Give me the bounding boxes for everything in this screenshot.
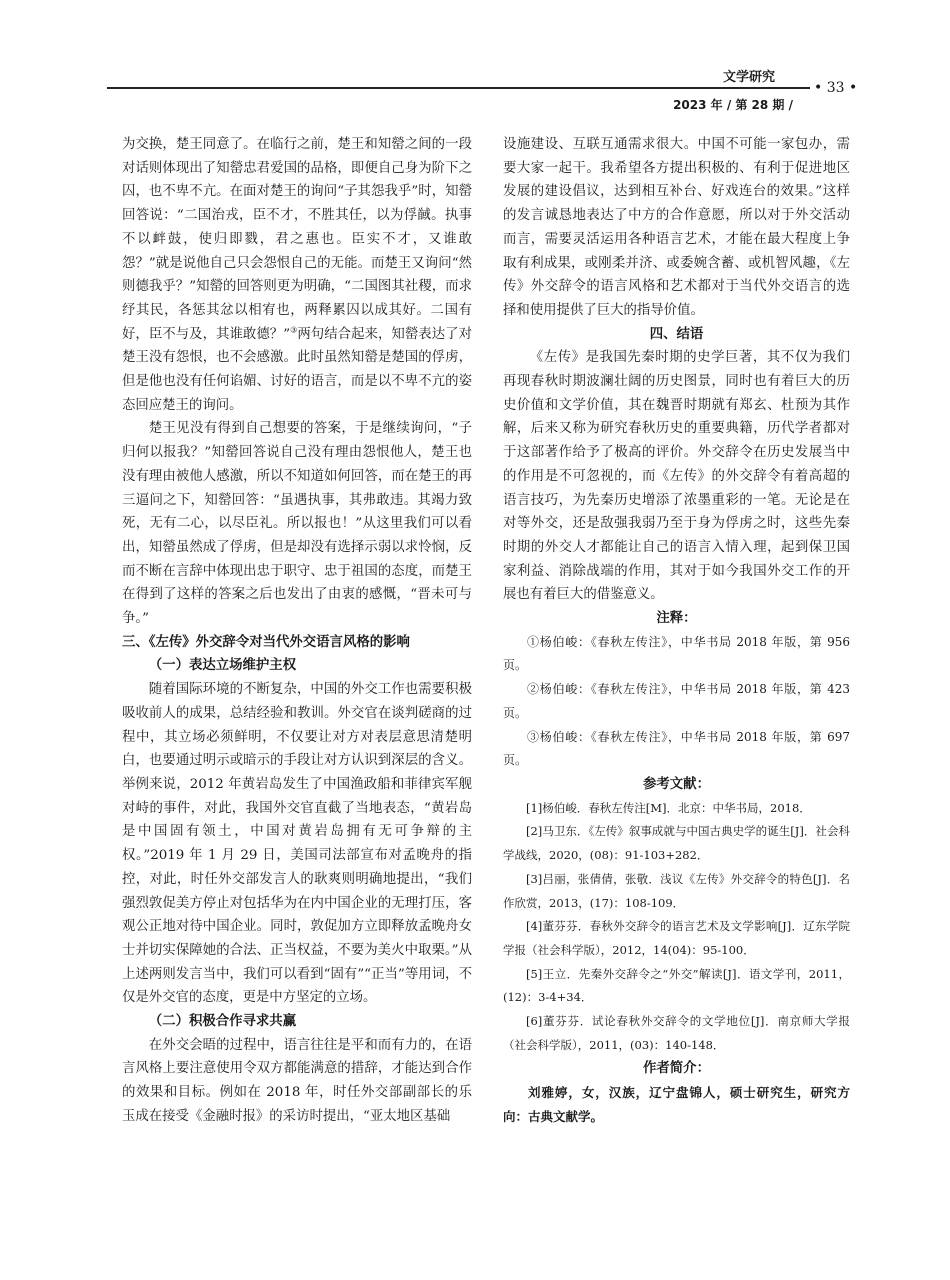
paragraph: 在外交会晤的过程中，语言往往是平和而有力的，在语言风格上要注意使用令双方都能满意的措辞，才能达到合作的效果和目标。例如在 2018 年，时任外交部副部长的乐玉成在接受《金融时报》的采访时提出，“亚太地区基础 [122,1037,472,1124]
header-rule [107,87,810,89]
subsection-heading: （一）表达立场维护主权 [148,658,297,674]
paragraph-text: 两句结合起来，知罃表达了对楚王没有怨恨，也不会感激。此时虽然知罃是楚国的俘虏，但是他也没有任何谄媚、讨好的语言，而是以不卑不亢的姿态回应楚王的询问。 [122,326,472,413]
note-item: ③杨伯峻：《春秋左传注》，中华书局 2018 年版，第 697 页。 [503,729,850,768]
paragraph-text: 为交换，楚王同意了。在临行之前，楚王和知罃之间的一段对话则体现出了知罃忠君爱国的品格，即便自己身为阶下之囚，也不卑不亢。在面对楚王的询问“子其怨我乎”时，知罃回答说：“二国治戎，臣不才，不胜其任，以为俘馘。执事不以衅鼓，使归即戮，君之惠也。臣实不才，又谁敢怨？”就是说他自己只会怨恨自己的无能。而楚王又询问“然则德我乎？”知罃的回答则更为明确，“二国图其社稷，而求纾其民，各惩其忿以相宥也，两释累囚以成其好。二国有好，臣不与及，其谁敢德？” [122,137,472,342]
subsection-heading: （二）积极合作寻求共赢 [148,1014,297,1030]
reference-item: [3]吕丽，张倩倩，张敬．浅议《左传》外交辞令的特色[J]．名作欣赏，2013，(17)：108-109． [503,871,850,910]
paragraph: 《左传》是我国先秦时期的史学巨著，其不仅为我们再现春秋时期波澜壮阔的历史图景，同时也有着巨大的历史价值和文学价值，其在魏晋时期就有郑玄、杜预为其作解，后来又称为研究春秋历史的重要典籍，历代学者都对于这部著作给予了极高的评价。外交辞令在历史发展当中的作用是不可忽视的，而《左传》的外交辞令有着高超的语言技巧，为先秦历史增添了浓墨重彩的一笔。无论是在对等外交，还是敌强我弱乃至于身为俘虏之时，这些先秦时期的外交人才都能让自己的语言入情入理，起到保卫国家利益、消除战端的作用，其对于如今我国外交工作的开展也有着巨大的借鉴意义。 [503,350,850,603]
author-heading: 作者简介： [643,1061,710,1077]
right-column [503,133,850,1129]
author-bio: 刘雅婷，女，汉族，辽宁盘锦人，硕士研究生，研究方向：古典文献学。 [503,1085,850,1124]
note-item: ②杨伯峻：《春秋左传注》，中华书局 2018 年版，第 423 页。 [503,682,850,720]
reference-item: [6]董芬芬．试论春秋外交辞令的文学地位[J]．南京师大学报（社会科学版），2011，(03)：140-148． [503,1014,850,1052]
section-heading: 四、结语 [649,326,704,342]
reference-item: [1]杨伯峻．春秋左传注[M]．北京：中华书局，2018． [526,800,811,815]
page-number: • 33 • [814,80,858,96]
reference-item: [5]王立．先秦外交辞令之“外交”解读[J]．语文学刊，2011，(12)：3-4+34． [503,966,850,1005]
reference-item: [4]董芬芬．春秋外交辞令的语言艺术及文学影响[J]．辽东学院学报（社会科学版），2012，14(04)：95-100． [503,919,850,957]
section-heading: 三、《左传》外交辞令对当代外交语言风格的影响 [122,634,410,650]
issue-info: 2023 年 / 第 28 期 / [673,98,793,112]
paragraph: 楚王见没有得到自己想要的答案，于是继续询问，“子归何以报我？”知罃回答说自己没有理由怨恨他人，楚王也没有理由被他人感激，所以不知道如何回答，而在楚王的再三逼问之下，知罃回答：“虽遇执事，其弗敢违。其竭力致死，无有二心，以尽臣礼。所以报也！”从这里我们可以看出，知罃虽然成了俘虏，但是却没有选择示弱以求怜悯，反而不断在言辞中体现出忠于职守、忠于祖国的态度，而楚王在得到了这样的答案之后也发出了由衷的感慨，“晋未可与争。” [122,421,472,627]
note-item: ①杨伯峻：《春秋左传注》，中华书局 2018 年版，第 956 页。 [503,634,850,673]
references-heading: 参考文献： [643,776,710,792]
paragraph: 随着国际环境的不断复杂，中国的外交工作也需要积极吸收前人的成果，总结经验和教训。外交官在谈判磋商的过程中，其立场必须鲜明，不仅要让对方对表层意思清楚明白，也要通过明示或暗示的手段让对方认识到深层的含义。举例来说，2012 年黄岩岛发生了中国渔政船和菲律宾军舰对峙的事件，对此，我国外交官直截了当地表态，“黄岩岛是中国固有领土，中国对黄岩岛拥有无可争辩的主权。”2019 年 1 月 29 日，美国司法部宣布对孟晚舟的指控，对此，时任外交部发言人的耿爽则明确地提出，“我们强烈敦促美方停止对包括华为在内中国企业的无理打压，客观公正地对待中国企业。同时，敦促加方立即释放孟晚舟女士并切实保障她的合法、正当权益，不要为美火中取栗。”从上述两则发言当中，我们可以看到“固有”“正当”等用词，不仅是外交官的态度，更是中方坚定的立场。 [122,682,472,1006]
reference-item: [2]马卫东．《左传》叙事成就与中国古典史学的诞生[J]．社会科学战线，2020，(08)：91-103+282． [503,824,850,863]
paragraph [122,133,472,417]
left-column [122,133,472,1129]
footnote-marker: ③ [290,325,298,335]
paragraph: 设施建设、互联互通需求很大。中国不可能一家包办，需要大家一起干。我希望各方提出积极的、有利于促进地区发展的建设倡议，达到相互补台、好戏连台的效果。”这样的发言诚恳地表达了中方的合作意愿，所以对于外交活动而言，需要灵活运用各种语言艺术，才能在最大程度上争取有利成果，或刚柔并济、或委婉含蓄、或机智风趣，《左传》外交辞令的语言风格和艺术都对于当代外交语言的选择和使用提供了巨大的指导价值。 [503,137,850,318]
notes-heading: 注释： [656,611,697,627]
journal-name: 文学研究 [722,70,775,85]
